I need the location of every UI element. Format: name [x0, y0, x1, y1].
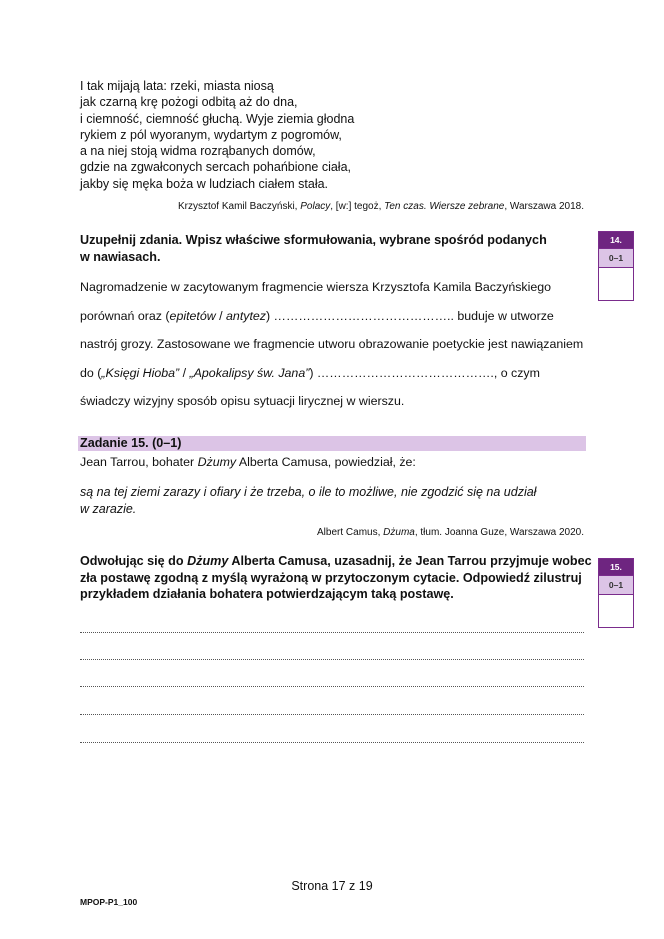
task14-number: 14.	[599, 232, 633, 248]
option-antytez[interactable]: antytez	[226, 309, 266, 323]
answer-line[interactable]	[80, 632, 584, 633]
task14-score-field[interactable]	[599, 268, 633, 300]
answer-line[interactable]	[80, 686, 584, 687]
task15-intro: Jean Tarrou, bohater Dżumy Alberta Camusa, powiedział, że:	[80, 455, 416, 469]
poem-source: Krzysztof Kamil Baczyński, Polacy, [w:] tegoż, Ten czas. Wiersze zebrane, Warszawa 2018.	[177, 201, 584, 212]
task15-instruction: Odwołując się do Dżumy Alberta Camusa, uzasadnij, że Jean Tarrou przyjmuje wobec zła postawę zgodną z myślą wyrażoną w przytoczonym cytacie. Odpowiedź zilustruj przykładem działania bohatera potwierdzającym taką postawę.	[80, 554, 592, 601]
task15-source: Albert Camus, Dżuma, tłum. Joanna Guze, Warszawa 2020.	[317, 527, 584, 538]
task15-number: 15.	[599, 559, 633, 575]
task14-line: Nagromadzenie w zacytowanym fragmencie wiersza Krzysztofa Kamila Baczyńskiego	[80, 280, 552, 294]
page-number: Strona 17 z 19	[291, 879, 373, 893]
exam-code: MPOP-P1_100	[80, 897, 138, 907]
poem-line: rykiem z pól wyoranym, wydartym z pogromów,	[80, 127, 342, 142]
answer-blank-1[interactable]: ) …………………………………….. buduje w utworze	[265, 309, 554, 323]
poem-line: jakby się męka boża w ludziach ciałem stała.	[80, 176, 329, 191]
poem-line: I tak mijają lata: rzeki, miasta niosą	[80, 79, 274, 93]
task14-points: 0–1	[599, 248, 633, 268]
task14-instruction: Uzupełnij zdania. Wpisz właściwe sformułowania, wybrane spośród podanych w nawiasach.	[80, 233, 547, 264]
task14-score-box	[598, 231, 634, 301]
poem-line: a na niej stoją widma rozrąbanych domów,	[80, 144, 316, 159]
task15-header: Zadanie 15. (0–1)	[80, 436, 182, 450]
poem-line: i ciemność, ciemność głuchą. Wyje ziemia głodna	[80, 111, 355, 126]
task14-line: nastrój grozy. Zastosowane we fragmencie utworu obrazowanie poetyckie jest nawiązaniem	[80, 337, 584, 351]
task14-line: do („Księgi Hioba” / „Apokalipsy św. Jana”) ……………………………………., o czym	[80, 366, 540, 380]
task15-score-field[interactable]	[599, 595, 633, 627]
option-epitetow[interactable]: epitetów	[169, 309, 216, 323]
task14-line: świadczy wizyjny sposób opisu sytuacji lirycznej w wierszu.	[80, 394, 405, 408]
task15-points: 0–1	[599, 575, 633, 595]
poem-line: gdzie na zgwałconych sercach pohańbione ciała,	[80, 160, 352, 175]
task15-score-box	[598, 558, 634, 628]
answer-line[interactable]	[80, 742, 584, 743]
option-ksiegi-hioba[interactable]: „Księgi Hioba”	[101, 366, 180, 380]
answer-blank-2[interactable]: ) ……………………………………., o czym	[309, 366, 540, 380]
task15-quote: są na tej ziemi zarazy i ofiary i że trzeba, o ile to możliwe, nie zgodzić się na udział w zarazie.	[80, 485, 537, 516]
answer-line[interactable]	[80, 714, 584, 715]
option-apokalipsy[interactable]: „Apokalipsy św. Jana”	[189, 366, 310, 380]
poem-line: jak czarną krę pożogi odbitą aż do dna,	[80, 95, 298, 110]
task14-line: porównań oraz (epitetów / antytez) …………………………………….. buduje w utworze	[80, 309, 554, 323]
poem-fragment	[80, 78, 354, 192]
answer-line[interactable]	[80, 659, 584, 660]
